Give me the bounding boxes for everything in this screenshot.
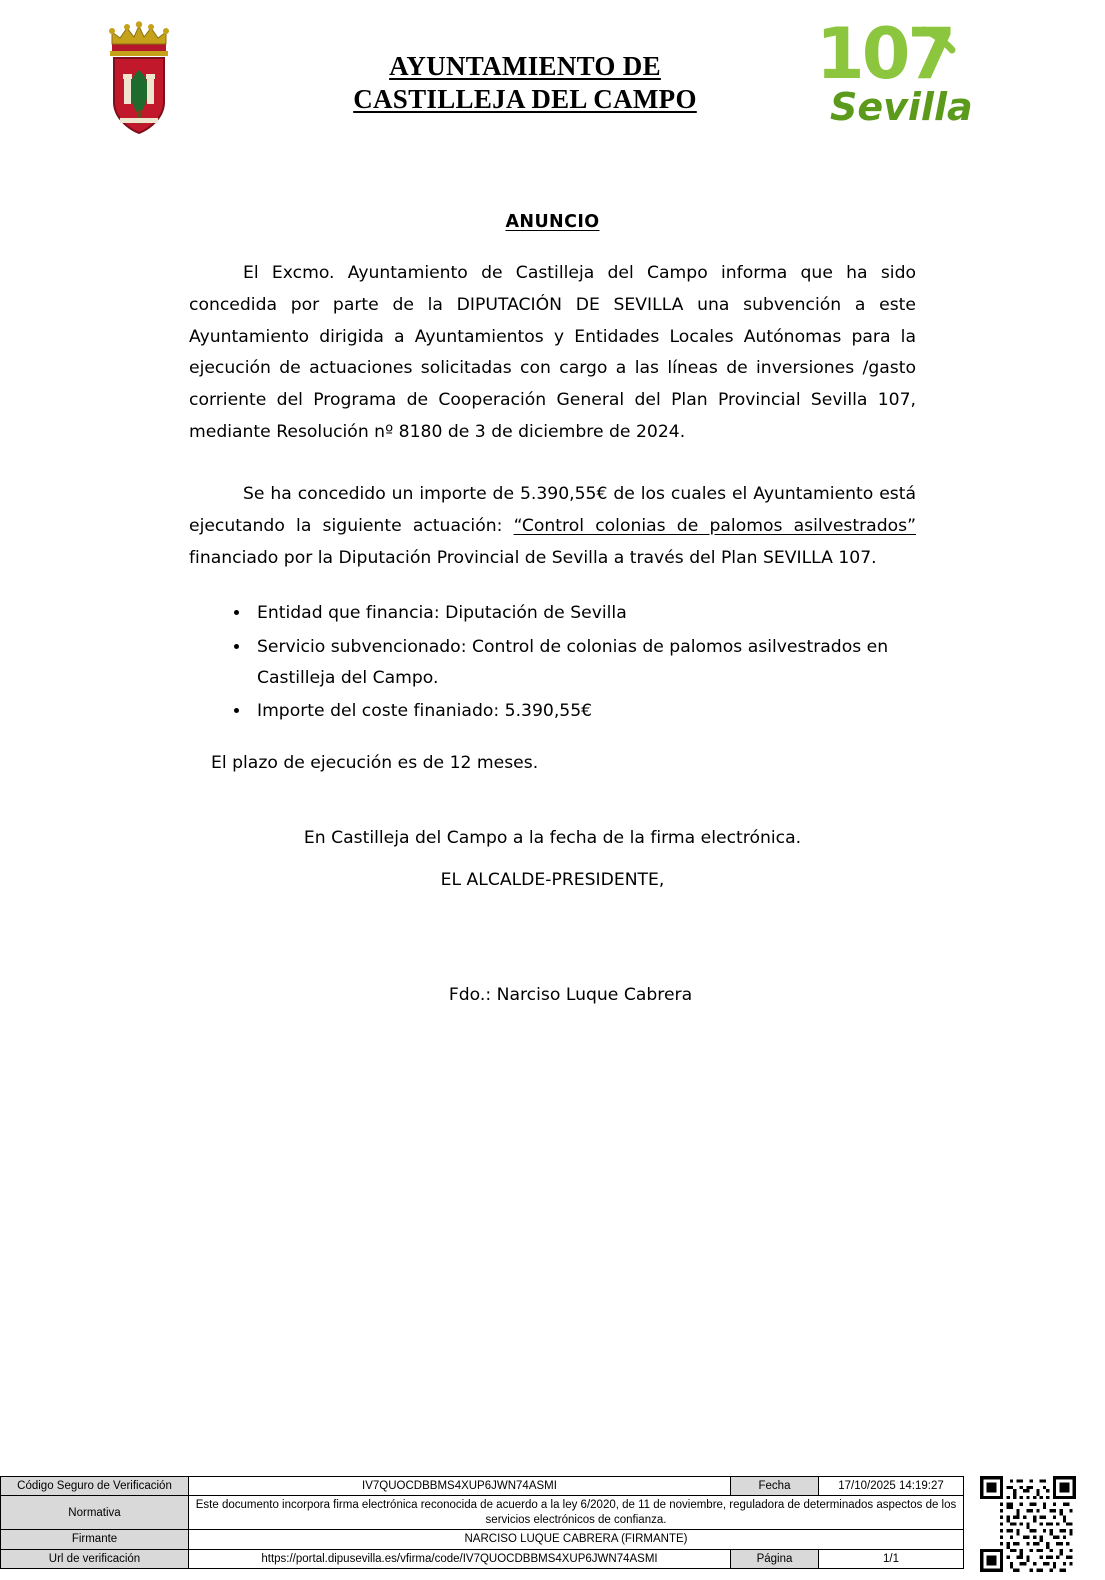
list-item: • Servicio subvencionado: Control de colonias de palomos asilvestrados en Castilleja del Campo.	[251, 632, 916, 695]
verification-footer	[0, 1476, 1105, 1572]
firmante-label: Firmante	[1, 1530, 189, 1549]
document-header	[0, 0, 1105, 150]
list-item: • Entidad que financia: Diputación de Sevilla	[251, 598, 916, 629]
place-and-date: En Castilleja del Campo a la fecha de la firma electrónica.	[303, 828, 802, 849]
table-row	[1, 1477, 964, 1496]
execution-term-text: El plazo de ejecución es de 12 meses.	[211, 752, 539, 773]
date-value: 17/10/2025 14:19:27	[819, 1477, 964, 1496]
table-row	[1, 1549, 964, 1568]
announcement-heading: ANUNCIO	[505, 212, 600, 232]
table-row	[1, 1530, 964, 1549]
list-item: • Importe del coste finaniado: 5.390,55€	[251, 696, 916, 727]
page-label: Página	[731, 1549, 819, 1568]
normativa-value: Este documento incorpora firma electrónica reconocida de acuerdo a la ley 6/2020, de 11 de noviembre, reguladora de determinados aspectos de los servicios electrónicos de confianza.	[189, 1496, 964, 1530]
url-value[interactable]: https://portal.dipusevilla.es/vfirma/code/IV7QUOCDBBMS4XUP6JWN74ASMI	[189, 1549, 731, 1568]
svg-text:Sevilla: Sevilla	[830, 85, 972, 129]
signer-name: Fdo.: Narciso Luque Cabrera	[448, 984, 693, 1005]
title-line-1: AYUNTAMIENTO DE	[389, 51, 661, 81]
signer-role: EL ALCALDE-PRESIDENTE,	[440, 870, 665, 891]
url-label: Url de verificación	[1, 1549, 189, 1568]
normativa-label: Normativa	[1, 1496, 189, 1530]
page-title	[255, 50, 795, 116]
document-body	[0, 150, 1105, 1005]
paragraph-2-quote: “Control colonias de palomos asilvestrados”	[513, 515, 916, 536]
sevilla-107-logo	[812, 16, 972, 132]
qr-code-icon	[980, 1476, 1076, 1572]
table-row	[1, 1496, 964, 1530]
paragraph-2-text-part1: Se ha concedido un importe de 5.390,55€ de los cuales el Ayuntamiento está ejecutando la siguiente actuación:	[189, 483, 916, 536]
paragraph-2-text-part2: financiado por la Diputación Provincial de Sevilla a través del Plan SEVILLA 107.	[189, 547, 877, 568]
csv-label: Código Seguro de Verificación	[1, 1477, 189, 1496]
svg-text:107: 107	[816, 16, 954, 95]
csv-value: IV7QUOCDBBMS4XUP6JWN74ASMI	[189, 1477, 731, 1496]
paragraph-1-text: El Excmo. Ayuntamiento de Castilleja del Campo informa que ha sido concedida por parte de la DIPUTACIÓN DE SEVILLA una subvención a este Ayuntamiento dirigida a Ayuntamientos y Entidades Locales Autónomas para la ejecución de actuaciones solicitadas con cargo a las líneas de inversiones /gasto corriente del Programa de Cooperación General del Plan Provincial Sevilla 107, mediante Resolución nº 8180 de 3 de diciembre de 2024.	[189, 263, 916, 443]
details-list	[189, 598, 916, 727]
coat-of-arms-icon	[96, 18, 182, 136]
paragraph-2	[189, 479, 916, 574]
page-value: 1/1	[819, 1549, 964, 1568]
firmante-value: NARCISO LUQUE CABRERA (FIRMANTE)	[189, 1530, 964, 1549]
signature-block	[189, 823, 916, 897]
date-label: Fecha	[731, 1477, 819, 1496]
paragraph-1	[189, 258, 916, 449]
verification-table	[0, 1476, 964, 1569]
title-line-2: CASTILLEJA DEL CAMPO	[353, 84, 697, 115]
